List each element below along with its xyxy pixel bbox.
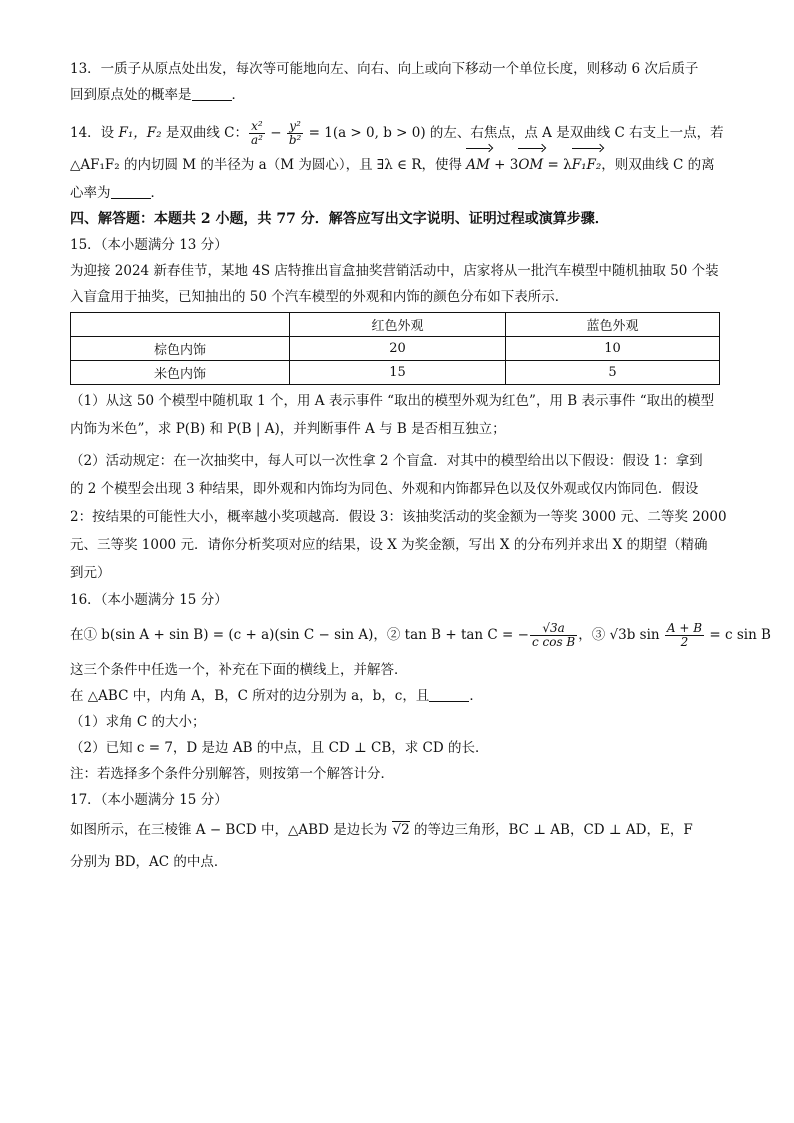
q14-line3-text: 心率为 [70, 185, 111, 201]
frac-num: √3a [530, 622, 577, 636]
table-cell: 棕色内饰 [71, 337, 290, 361]
q16-cond3-post: = c sin B [705, 627, 771, 643]
frac-num: y² [287, 120, 304, 134]
q15-part2-line3: 2：按结果的可能性大小，概率越小奖项越高．假设 3：该抽奖活动的奖金额为一等奖 3000 元、二等奖 2000 [70, 509, 727, 525]
frac-den: b² [288, 133, 302, 147]
frac-num: x² [249, 120, 265, 134]
table-header-row [71, 313, 720, 337]
q16-conditions [70, 613, 771, 657]
q15-part1-line2: 内饰为米色”，求 P(B) 和 P(B | A)，并判断事件 A 与 B 是否相互独立； [70, 421, 506, 437]
q17-line1-c: 的等边三角形，BC ⊥ AB，CD ⊥ AD，E，F [409, 822, 693, 838]
q14-line2 [70, 150, 725, 180]
frac-num: A + B [666, 621, 703, 635]
vector-f1f2: F₁F₂ [572, 150, 602, 180]
q15-intro-line2: 入盲盒用于抽奖，已知抽出的 50 个汽车模型的外观和内饰的颜色分布如下表所示． [70, 289, 569, 305]
answer-blank [111, 184, 151, 199]
frac-den: a² [250, 133, 263, 147]
answer-blank [429, 687, 469, 702]
q15-header: 15．（本小题满分 13 分） [70, 237, 228, 253]
section-heading: 四、解答题：本题共 2 小题，共 77 分．解答应写出文字说明、证明过程或演算步骤． [70, 211, 609, 227]
q13-line2: 回到原点处的概率是 ． [70, 87, 245, 103]
q15-part2-line2: 的 2 个模型会出现 3 种结果，即外观和内饰均为同色、外观和内饰都异色以及仅外观或仅内饰同色．假设 [70, 481, 699, 497]
table-cell: 15 [290, 361, 506, 385]
sqrt-two: √2 [392, 822, 410, 838]
q14-line2-a: △AF₁F₂ 的内切圆 M 的半径为 a（M 为圆心），且 ∃λ ∈ R，使得 [70, 157, 467, 173]
q14-foci: F₁，F₂ [118, 125, 162, 141]
q16-fraction-3 [665, 622, 704, 649]
exam-page [70, 56, 771, 877]
vector-am: AM [466, 150, 490, 180]
q15-part2-line4: 元、三等奖 1000 元．请你分析奖项对应的结果，设 X 为奖金额，写出 X 的分布列并求出 X 的期望（精确 [70, 537, 708, 553]
q14-line1: 14．设 F₁，F₂ 是双曲线 C： $\frac{\text{x²}}{\text{a²}}$ − $\frac{\text{y²}}{\text{b²}}$ = 1(a > 0, b > 0) 的左、右焦点，点 A 是双曲线 C 右支上一点，若 [70, 119, 724, 147]
q16-fraction-2 [530, 622, 577, 649]
q16-part1: （1）求角 C 的大小； [70, 714, 206, 730]
table-cell: 20 [290, 337, 506, 361]
q17-header: 17．（本小题满分 15 分） [70, 792, 228, 808]
answer-blank [192, 86, 232, 101]
table-row [71, 337, 720, 361]
table-cell: 5 [506, 361, 720, 385]
q16-part2: （2）已知 c = 7，D 是边 AB 的中点，且 CD ⊥ CB，求 CD 的长． [70, 740, 489, 756]
table-cell: 10 [506, 337, 720, 361]
q14-prefix: 14．设 [70, 125, 119, 141]
q14-hyperbola-label: 是双曲线 C： [161, 125, 248, 141]
table-header-cell: 蓝色外观 [506, 313, 720, 337]
q16-line3: 在 △ABC 中，内角 A，B，C 所对的边分别为 a，b，c，且 ． [70, 688, 483, 704]
table-row [71, 361, 720, 385]
frac-den: 2 [680, 635, 689, 649]
q14-fraction-y [287, 120, 304, 147]
vector-om: OM [518, 150, 543, 180]
q14-rest: = 1(a > 0, b > 0) 的左、右焦点，点 A 是双曲线 C 右支上一点，若 [304, 125, 724, 141]
q14-fraction-x [249, 120, 265, 147]
q16-cond1: 在① b(sin A + sin B) = (c + a)(sin C − sin A)，② tan B + tan C = − [70, 627, 529, 643]
q16-line2: 这三个条件中任选一个，补充在下面的横线上，并解答． [70, 662, 408, 678]
table-cell: 米色内饰 [71, 361, 290, 385]
table-header-cell [71, 313, 290, 337]
q14-line2-b: + 3 [489, 157, 519, 173]
q14-line2-c: = λ [543, 157, 572, 173]
q13-line2-text: 回到原点处的概率是 [70, 87, 192, 103]
table-header-cell: 红色外观 [290, 313, 506, 337]
q15-part2-line5: 到元） [70, 565, 111, 581]
q14-line3: 心率为 ． [70, 185, 164, 201]
frac-den: c cos B [531, 635, 576, 649]
q14-line2-d: ，则双曲线 C 的离 [601, 157, 715, 173]
q16-line3-text: 在 △ABC 中，内角 A，B，C 所对的边分别为 a，b，c，且 [70, 688, 430, 704]
q15-part1-line1: （1）从这 50 个模型中随机取 1 个，用 A 表示事件 “取出的模型外观为红色”，用 B 表示事件 “取出的模型 [70, 393, 715, 409]
q13-line1: 13．一质子从原点处出发，每次等可能地向左、向右、向上或向下移动一个单位长度，则移动 6 次后质子 [70, 61, 699, 77]
q17-line1 [70, 813, 725, 847]
q15-part2-line1: （2）活动规定：在一次抽奖中，每人可以一次性拿 2 个盲盒．对其中的模型给出以下假设：假设 1：拿到 [70, 453, 703, 469]
color-distribution-table [70, 312, 720, 385]
q16-note: 注：若选择多个条件分别解答，则按第一个解答计分． [70, 766, 394, 782]
q15-intro-line1: 为迎接 2024 新春佳节，某地 4S 店特推出盲盒抽奖营销活动中，店家将从一批汽车模型中随机抽取 50 个装 [70, 263, 719, 279]
q16-cond3-pre: ，③ √3b sin [578, 627, 664, 643]
q17-line1-a: 如图所示，在三棱锥 A − BCD 中，△ABD 是边长为 [70, 822, 392, 838]
q17-line2: 分别为 BD，AC 的中点． [70, 854, 228, 870]
q16-header: 16．（本小题满分 15 分） [70, 592, 228, 608]
